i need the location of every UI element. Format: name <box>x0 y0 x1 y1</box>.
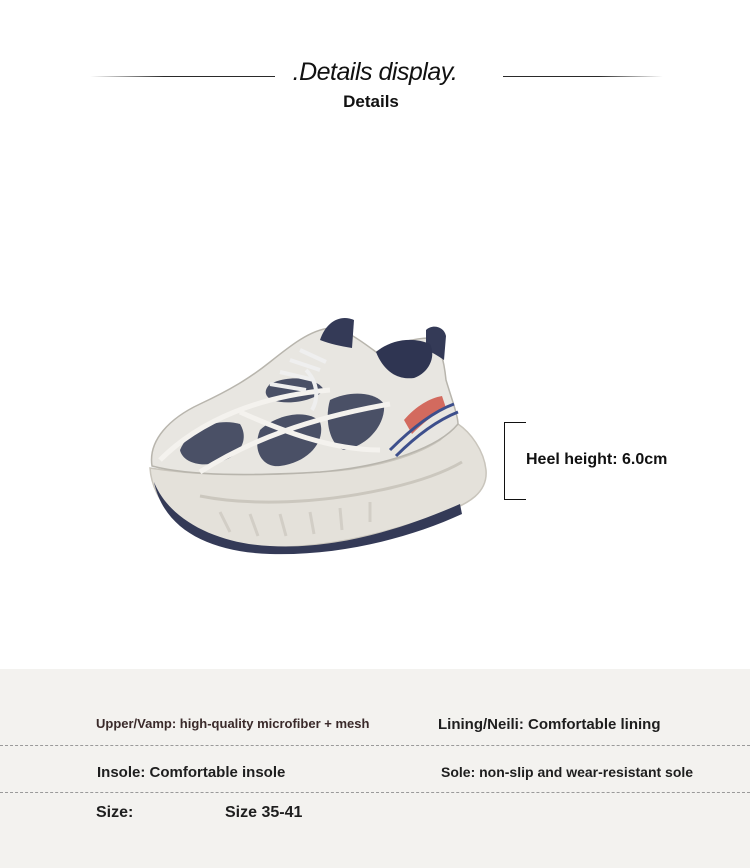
spec-insole: Insole: Comfortable insole <box>97 764 286 781</box>
heel-height-bracket <box>504 422 526 500</box>
details-header <box>0 0 750 120</box>
sneaker-image <box>140 300 500 560</box>
spec-upper: Upper/Vamp: high-quality microfiber + mesh <box>96 716 370 731</box>
page-title: .Details display. <box>292 58 458 86</box>
heel-height-label: Heel height: 6.0cm <box>526 451 668 468</box>
spec-divider <box>0 792 750 793</box>
spec-table <box>0 669 750 868</box>
page-subtitle: Details <box>343 92 399 111</box>
spec-size-label: Size: <box>96 804 134 821</box>
spec-divider <box>0 745 750 746</box>
spec-sole: Sole: non-slip and wear-resistant sole <box>441 764 694 780</box>
header-rule-right <box>503 76 663 77</box>
spec-size-value: Size 35-41 <box>225 804 303 821</box>
spec-lining: Lining/Neili: Comfortable lining <box>438 716 661 733</box>
